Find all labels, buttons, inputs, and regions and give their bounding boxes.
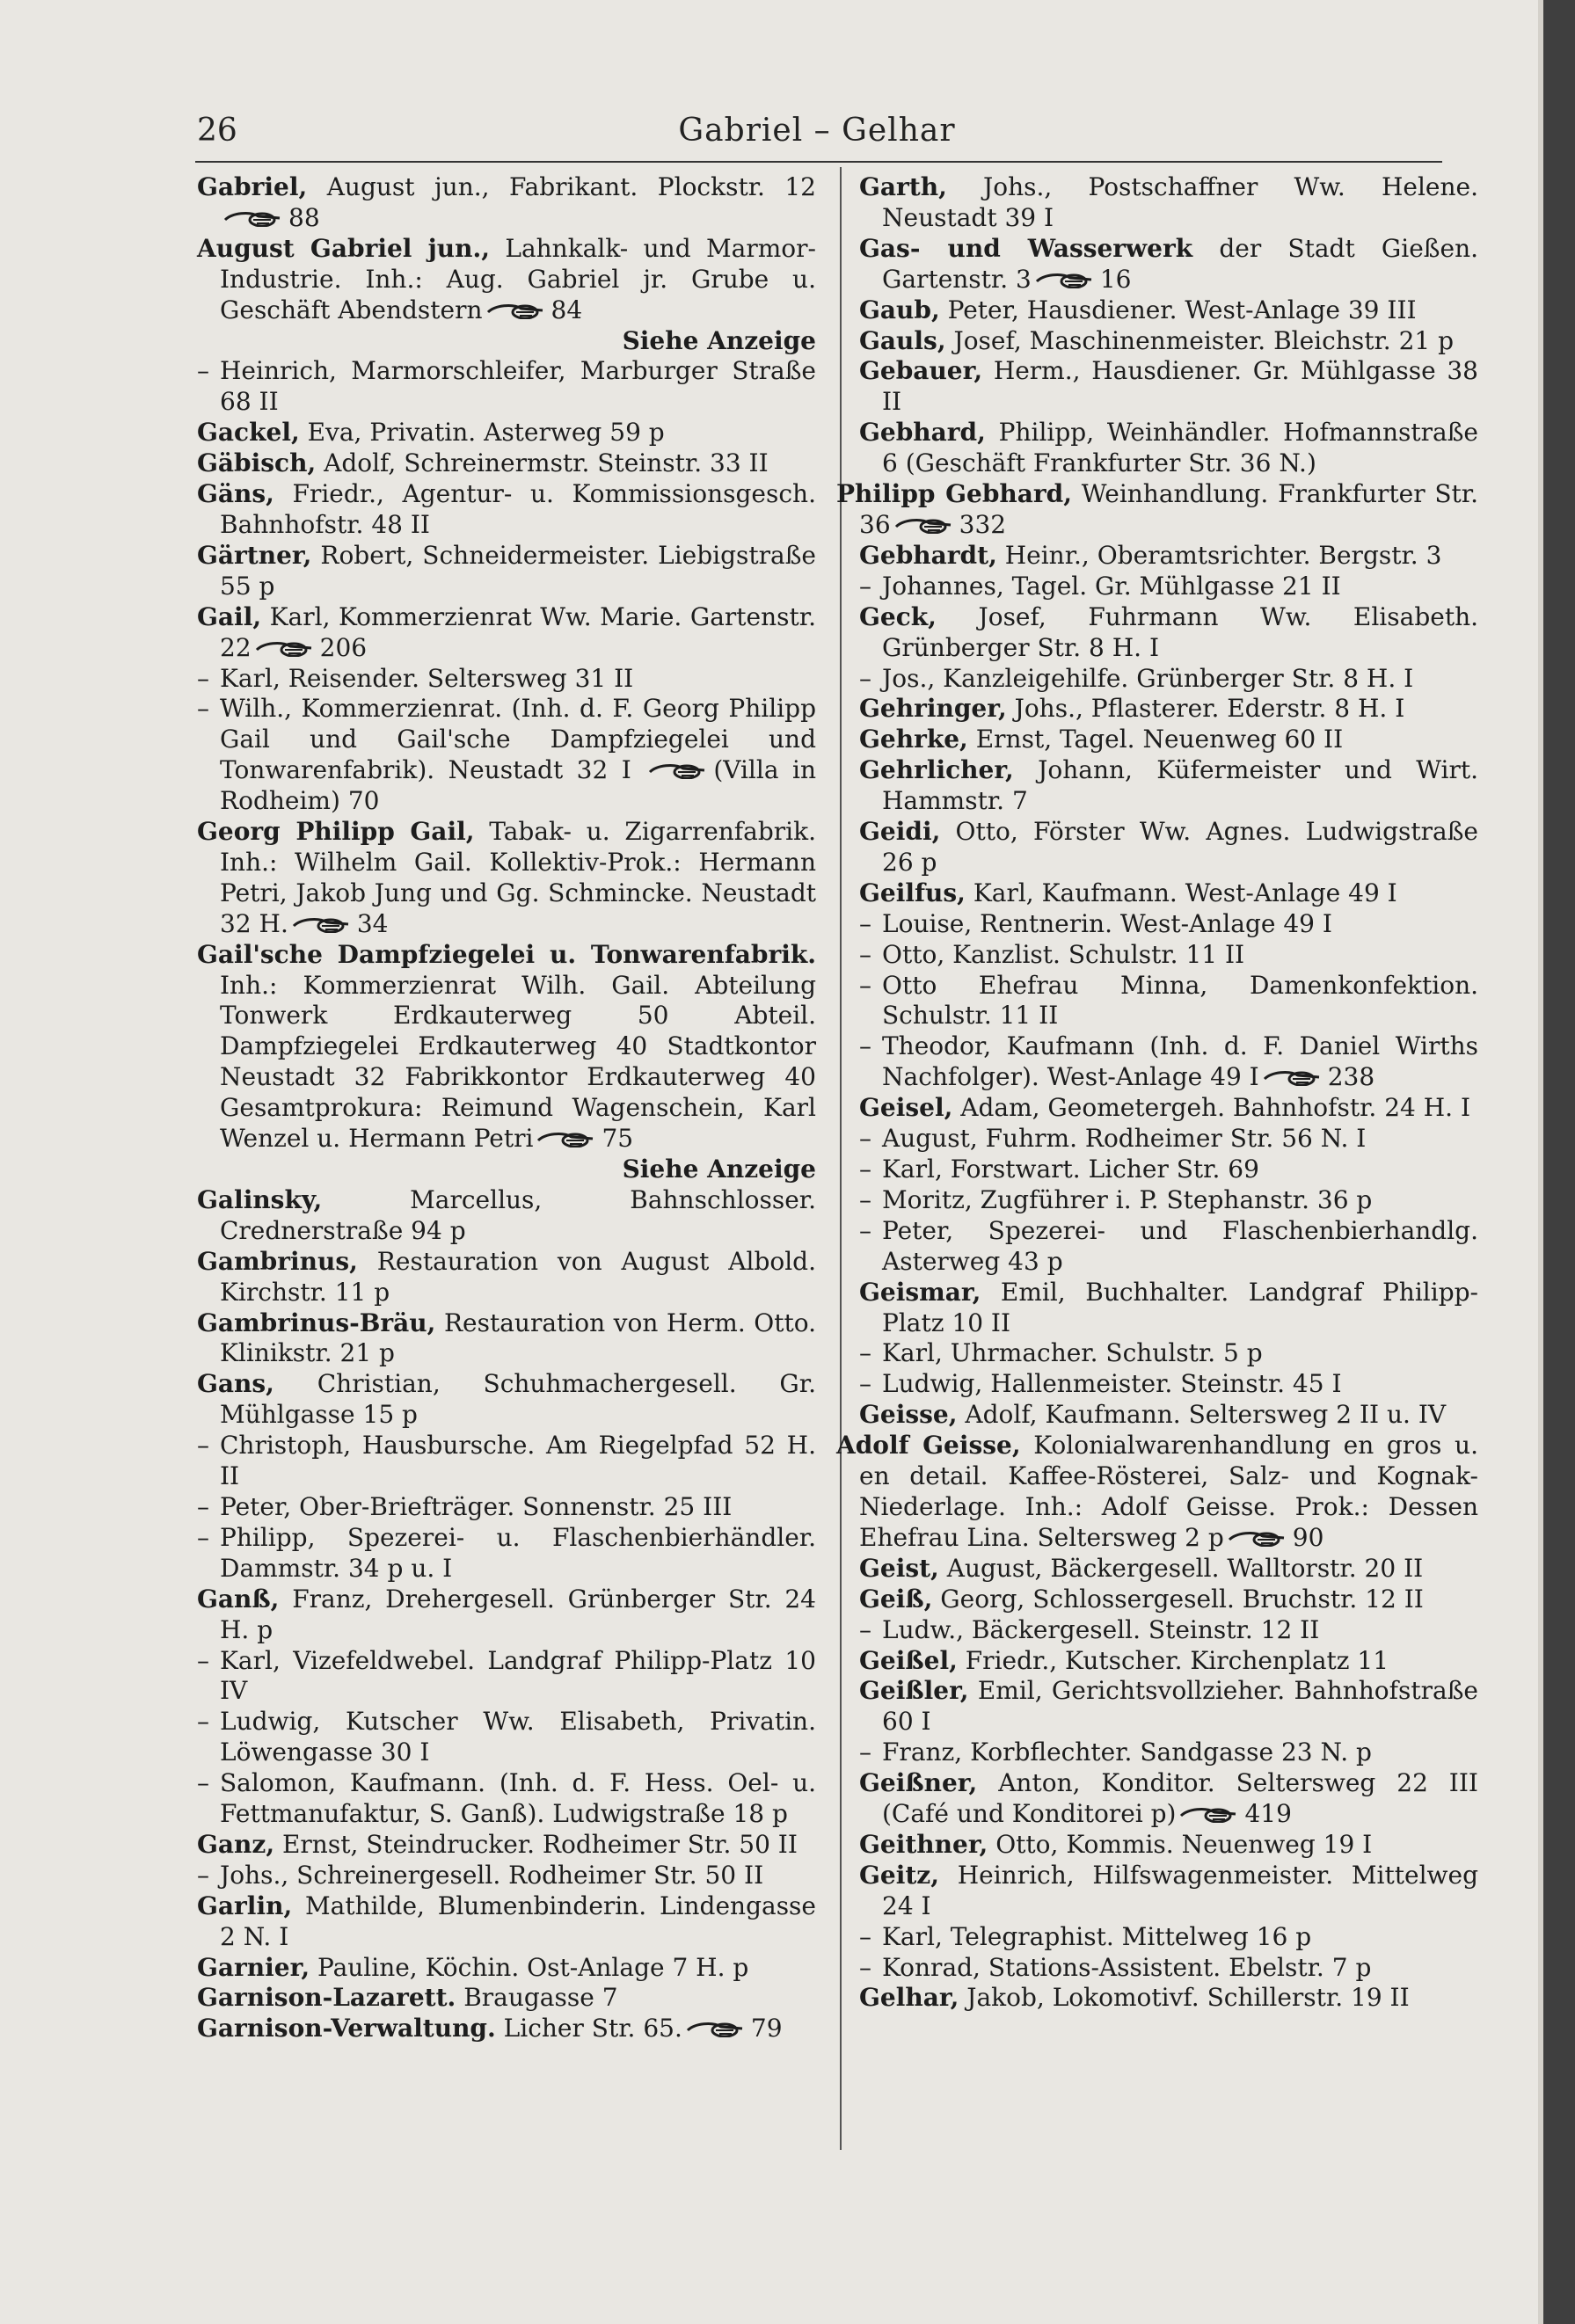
see-advertisement-note: Siehe Anzeige bbox=[622, 1155, 816, 1184]
directory-entry bbox=[859, 909, 1478, 940]
entry-details: Moritz, Zugführer i. P. Stephanstr. 36 p bbox=[882, 1184, 1373, 1214]
directory-entry bbox=[859, 1216, 1478, 1278]
entry-name: Gebhardt, bbox=[859, 540, 997, 570]
phone-number: 79 bbox=[750, 2014, 783, 2044]
directory-entry bbox=[859, 1738, 1478, 1768]
directory-entry bbox=[859, 572, 1478, 602]
entry-details: Johs., Schreinergesell. Rodheimer Str. 50 II bbox=[220, 1860, 764, 1890]
entry-name: Gauls, bbox=[859, 325, 946, 355]
sub-entry-dash: – bbox=[859, 571, 871, 601]
directory-entry bbox=[859, 1646, 1478, 1677]
directory-entry bbox=[859, 326, 1478, 357]
directory-entry bbox=[197, 1830, 816, 1861]
entry-name: Gambrinus-Bräu, bbox=[197, 1308, 436, 1337]
directory-entry bbox=[197, 234, 816, 357]
directory-entry bbox=[859, 694, 1478, 725]
entry-details: Wilh., Kommerzienrat. (Inh. d. F. Georg Philipp Gail und Gail'sche Dampfziegelei und Tonwarenfabrik). Neustadt 32 I bbox=[220, 694, 816, 785]
phone-number: 84 bbox=[551, 295, 583, 324]
sub-entry-dash: – bbox=[859, 1124, 871, 1154]
directory-entry bbox=[859, 1585, 1478, 1615]
directory-entry bbox=[859, 172, 1478, 234]
directory-entry bbox=[859, 1031, 1478, 1093]
page-number: 26 bbox=[197, 113, 237, 149]
sub-entry-dash: – bbox=[197, 1768, 209, 1798]
right-column bbox=[836, 172, 1479, 2014]
directory-entry bbox=[197, 1585, 816, 1646]
telephone-icon bbox=[255, 639, 315, 657]
telephone-icon bbox=[486, 302, 546, 319]
directory-entry bbox=[859, 295, 1478, 326]
sub-entry-dash: – bbox=[859, 1184, 871, 1214]
entry-name: Gäbisch, bbox=[197, 448, 317, 478]
telephone-icon bbox=[1179, 1805, 1239, 1823]
directory-entry bbox=[859, 1185, 1478, 1216]
entry-details: Christian, Schuhmachergesell. Gr. Mühlgasse 15 p bbox=[220, 1369, 817, 1430]
entry-details: Franz, Drehergesell. Grünberger Str. 24 H. p bbox=[220, 1584, 816, 1644]
entry-details: Adolf, Kaufmann. Seltersweg 2 II u. IV bbox=[965, 1400, 1447, 1430]
sub-entry-dash: – bbox=[197, 1491, 209, 1521]
entry-name: Adolf Geisse, bbox=[836, 1431, 1021, 1461]
directory-entry bbox=[859, 1338, 1478, 1369]
sub-entry-dash: – bbox=[197, 694, 209, 724]
directory-entry bbox=[859, 1155, 1478, 1185]
entry-details: Braugasse 7 bbox=[463, 1983, 618, 2013]
entry-details: Karl, Forstwart. Licher Str. 69 bbox=[882, 1155, 1259, 1184]
entry-details: Ludwig, Kutscher Ww. Elisabeth, Privatin. Löwengasse 30 I bbox=[220, 1707, 816, 1767]
entry-details: Ludwig, Hallenmeister. Steinstr. 45 I bbox=[882, 1369, 1342, 1399]
directory-entry bbox=[197, 1768, 816, 1830]
entry-details: Franz, Korbflechter. Sandgasse 23 N. p bbox=[882, 1738, 1372, 1767]
directory-entry bbox=[197, 1308, 816, 1370]
entry-details: Jos., Kanzleigehilfe. Grünberger Str. 8 H. I bbox=[882, 663, 1414, 693]
directory-entry bbox=[197, 1707, 816, 1768]
directory-entry bbox=[197, 1185, 816, 1247]
directory-entry bbox=[197, 664, 816, 695]
header-rule bbox=[195, 161, 1442, 163]
sub-entry-dash: – bbox=[859, 1952, 871, 1982]
directory-entry bbox=[197, 541, 816, 602]
telephone-icon bbox=[292, 915, 352, 933]
directory-entry bbox=[197, 602, 816, 664]
sub-entry-dash: – bbox=[197, 356, 209, 386]
directory-entry bbox=[859, 1983, 1478, 2014]
directory-entry bbox=[197, 479, 816, 541]
entry-details: Josef, Maschinenmeister. Bleichstr. 21 p bbox=[953, 325, 1455, 355]
entry-details: Adolf, Schreinermstr. Steinstr. 33 II bbox=[324, 448, 769, 478]
entry-details: Theodor, Kaufmann (Inh. d. F. Daniel Wirths Nachfolger). West-Anlage 49 I bbox=[882, 1031, 1478, 1092]
telephone-icon bbox=[1228, 1529, 1287, 1547]
sub-entry-dash: – bbox=[859, 1614, 871, 1644]
entry-name: Gambrinus, bbox=[197, 1246, 358, 1276]
entry-details: Lahnkalk- und Marmor-Industrie. Inh.: Aug. Gabriel jr. Grube u. Geschäft Abendstern bbox=[220, 233, 817, 324]
directory-entry bbox=[859, 971, 1478, 1032]
telephone-icon bbox=[223, 209, 283, 227]
entry-details: Weinhandlung. Frankfurter Str. 36 bbox=[859, 479, 1478, 539]
sub-entry-dash: – bbox=[859, 1738, 871, 1767]
directory-entry bbox=[859, 1768, 1478, 1830]
directory-entry bbox=[197, 694, 816, 817]
entry-name: Geilfus, bbox=[859, 878, 966, 907]
entry-details: Eva, Privatin. Asterweg 59 p bbox=[307, 418, 665, 448]
entry-details: Peter, Spezerei- und Flaschenbierhandlg. Asterweg 43 p bbox=[882, 1215, 1478, 1276]
directory-entry bbox=[197, 1891, 816, 1953]
entry-name: Gehringer, bbox=[859, 694, 1007, 724]
sub-entry-dash: – bbox=[859, 908, 871, 938]
entry-details: Marcellus, Bahnschlosser. Crednerstraße 94 p bbox=[220, 1184, 816, 1245]
entry-details: August jun., Fabrikant. Plockstr. 12 bbox=[326, 172, 817, 201]
directory-entry bbox=[859, 1369, 1478, 1400]
phone-number: 75 bbox=[602, 1124, 634, 1154]
sub-entry-dash: – bbox=[859, 1031, 871, 1061]
directory-entry bbox=[859, 356, 1478, 418]
entry-name: Gans, bbox=[197, 1369, 274, 1399]
entry-name: Geitz, bbox=[859, 1860, 939, 1890]
entry-name: Ganß, bbox=[197, 1584, 280, 1614]
entry-details: Licher Str. 65. bbox=[503, 2014, 682, 2044]
entry-details: August, Fuhrm. Rodheimer Str. 56 N. I bbox=[882, 1124, 1367, 1154]
entry-details: Otto, Förster Ww. Agnes. Ludwigstraße 26 p bbox=[882, 817, 1479, 877]
directory-entry bbox=[859, 541, 1478, 572]
entry-name: Gas- und Wasserwerk bbox=[859, 233, 1193, 263]
directory-entry bbox=[197, 1523, 816, 1585]
entry-name: Geismar, bbox=[859, 1277, 981, 1307]
sub-entry-dash: – bbox=[197, 1707, 209, 1737]
entry-details: Otto, Kanzlist. Schulstr. 11 II bbox=[882, 939, 1245, 969]
entry-details: Josef, Fuhrmann Ww. Elisabeth. Grünberger Str. 8 H. I bbox=[882, 601, 1478, 662]
entry-details: Pauline, Köchin. Ost-Anlage 7 H. p bbox=[317, 1952, 749, 1982]
entry-details: Emil, Gerichtsvollzieher. Bahnhofstraße 60 I bbox=[882, 1676, 1478, 1737]
entry-details: Peter, Hausdiener. West-Anlage 39 III bbox=[947, 295, 1417, 324]
entry-name: Geißel, bbox=[859, 1645, 958, 1675]
entry-details: Karl, Telegraphist. Mittelweg 16 p bbox=[882, 1921, 1312, 1951]
entry-name: Gebauer, bbox=[859, 356, 983, 386]
entry-name: August Gabriel jun., bbox=[197, 233, 490, 263]
entry-details: Heinrich, Hilfswagenmeister. Mittelweg 24 I bbox=[882, 1860, 1478, 1920]
sub-entry-dash: – bbox=[197, 1431, 209, 1461]
entry-name: Geißler, bbox=[859, 1676, 969, 1706]
directory-entry bbox=[859, 755, 1478, 817]
directory-entry bbox=[836, 479, 1478, 541]
directory-entry bbox=[859, 817, 1478, 878]
entry-details: Karl, Kaufmann. West-Anlage 49 I bbox=[973, 878, 1397, 907]
entry-name: Garth, bbox=[859, 172, 947, 201]
phone-number: 419 bbox=[1244, 1799, 1292, 1829]
entry-details: der Stadt Gießen. Gartenstr. 3 bbox=[882, 233, 1479, 294]
entry-name: Gabriel, bbox=[197, 172, 308, 201]
entry-details: Friedr., Agentur- u. Kommissionsgesch. Bahnhofstr. 48 II bbox=[220, 479, 816, 539]
telephone-icon bbox=[686, 2020, 746, 2037]
entry-details: Johs., Pflasterer. Ederstr. 8 H. I bbox=[1014, 694, 1405, 724]
column-divider bbox=[840, 167, 842, 2150]
directory-entry bbox=[197, 1431, 816, 1492]
entry-details: Georg, Schlossergesell. Bruchstr. 12 II bbox=[940, 1584, 1424, 1614]
telephone-icon bbox=[1263, 1068, 1323, 1086]
directory-entry bbox=[197, 1646, 816, 1708]
entry-details: August, Bäckergesell. Walltorstr. 20 II bbox=[946, 1553, 1424, 1583]
sub-entry-dash: – bbox=[859, 939, 871, 969]
entry-details: Heinr., Oberamtsrichter. Bergstr. 3 bbox=[1004, 540, 1442, 570]
directory-entry bbox=[859, 1554, 1478, 1585]
entry-note: (Villa in Rodheim) bbox=[220, 755, 816, 816]
entry-details: Jakob, Lokomotivf. Schillerstr. 19 II bbox=[966, 1983, 1410, 2013]
directory-entry bbox=[197, 448, 816, 479]
left-column bbox=[197, 172, 816, 2044]
directory-entry bbox=[197, 1861, 816, 1891]
directory-entry bbox=[859, 1400, 1478, 1431]
sub-entry-dash: – bbox=[859, 1338, 871, 1368]
entry-details: Kolonialwarenhandlung en gros u. en detail. Kaffee-Rösterei, Salz- und Kognak-Niederlage. Inh.: Adolf Geisse. Prok.: Dessen Ehefrau Lina. Seltersweg 2 p bbox=[859, 1431, 1478, 1552]
directory-entry bbox=[859, 1093, 1478, 1124]
phone-number: 34 bbox=[356, 908, 389, 938]
entry-details: Inh.: Kommerzienrat Wilh. Gail. Abteilung Tonwerk Erdkauterweg 50 Abteil. Dampfziegelei Erdkauterweg 40 Stadtkontor Neustadt 32 Fabrikkontor Erdkauterweg 40 Gesamtprokura: Reimund Wagenschein, Karl Wenzel u. Hermann Petri bbox=[220, 970, 816, 1154]
entry-name: Gebhard, bbox=[859, 418, 986, 448]
entry-details: Anton, Konditor. Seltersweg 22 III (Café und Konditorei p) bbox=[882, 1768, 1478, 1829]
sub-entry-dash: – bbox=[859, 970, 871, 1000]
sub-entry-dash: – bbox=[197, 1522, 209, 1552]
entry-name: Galinsky, bbox=[197, 1184, 323, 1214]
directory-entry bbox=[197, 1247, 816, 1308]
directory-entry bbox=[859, 1615, 1478, 1646]
directory-entry bbox=[859, 1278, 1478, 1339]
entry-details: Christoph, Hausbursche. Am Riegelpfad 52 H. II bbox=[220, 1431, 816, 1491]
entry-name: Georg Philipp Gail, bbox=[197, 817, 475, 847]
entry-name: Geißner, bbox=[859, 1768, 978, 1798]
directory-entry bbox=[197, 418, 816, 448]
directory-entry bbox=[197, 817, 816, 940]
page-header bbox=[197, 107, 1437, 160]
directory-entry bbox=[197, 940, 816, 1185]
entry-details: Mathilde, Blumenbinderin. Lindengasse 2 N. I bbox=[220, 1891, 816, 1951]
entry-name: Geck, bbox=[859, 601, 937, 631]
entry-name: Garnison-Lazarett. bbox=[197, 1983, 456, 2013]
entry-name: Geithner, bbox=[859, 1829, 988, 1859]
entry-name: Garlin, bbox=[197, 1891, 293, 1920]
directory-entry bbox=[197, 2014, 816, 2044]
entry-details: Philipp, Weinhändler. Hofmannstraße 6 (Geschäft Frankfurter Str. 36 N.) bbox=[882, 418, 1478, 478]
directory-entry bbox=[836, 1431, 1478, 1554]
entry-details: Johannes, Tagel. Gr. Mühlgasse 21 II bbox=[882, 571, 1341, 601]
sub-entry-dash: – bbox=[197, 1860, 209, 1890]
directory-entry bbox=[859, 1922, 1478, 1953]
directory-entry bbox=[197, 1983, 816, 2014]
entry-details: Karl, Reisender. Seltersweg 31 II bbox=[220, 663, 634, 693]
entry-name: Garnier, bbox=[197, 1952, 310, 1982]
entry-name: Gaub, bbox=[859, 295, 940, 324]
phone-number: 90 bbox=[1292, 1522, 1324, 1552]
entry-name: Gail'sche Dampfziegelei u. Tonwarenfabrik. bbox=[197, 939, 816, 969]
sub-entry-dash: – bbox=[859, 1921, 871, 1951]
entry-name: Gäns, bbox=[197, 479, 274, 509]
entry-name: Gail, bbox=[197, 601, 262, 631]
directory-entry bbox=[859, 418, 1478, 479]
entry-details: Restauration von August Albold. Kirchstr. 11 p bbox=[220, 1246, 816, 1307]
entry-details: Johann, Küfermeister und Wirt. Hammstr. 7 bbox=[882, 755, 1478, 816]
phone-number: 238 bbox=[1327, 1062, 1375, 1092]
phone-number: 206 bbox=[319, 632, 368, 662]
phone-number: 332 bbox=[959, 509, 1007, 539]
entry-details: Otto, Kommis. Neuenweg 19 I bbox=[995, 1829, 1373, 1859]
entry-details: Restauration von Herm. Otto. Klinikstr. 21 p bbox=[220, 1308, 817, 1368]
entry-details: Konrad, Stations-Assistent. Ebelstr. 7 p bbox=[882, 1952, 1372, 1982]
entry-details: Johs., Postschaffner Ww. Helene. Neustadt 39 I bbox=[882, 172, 1478, 232]
directory-entry bbox=[859, 664, 1478, 695]
directory-entry bbox=[197, 1492, 816, 1523]
entry-details: Karl, Vizefeldwebel. Landgraf Philipp-Platz 10 IV bbox=[220, 1645, 816, 1706]
entry-details: Ernst, Tagel. Neuenweg 60 II bbox=[975, 725, 1344, 754]
entry-name: Geisse, bbox=[859, 1400, 958, 1430]
directory-entry bbox=[859, 725, 1478, 755]
directory-entry bbox=[859, 1124, 1478, 1155]
telephone-icon bbox=[648, 761, 708, 779]
entry-name: Geist, bbox=[859, 1553, 939, 1583]
entry-details: Adam, Geometergeh. Bahnhofstr. 24 H. I bbox=[960, 1093, 1471, 1123]
directory-entry bbox=[859, 878, 1478, 909]
entry-name: Geisel, bbox=[859, 1093, 953, 1123]
directory-entry bbox=[197, 1369, 816, 1431]
sub-entry-dash: – bbox=[197, 663, 209, 693]
directory-entry bbox=[859, 1861, 1478, 1922]
entry-name: Gehrke, bbox=[859, 725, 968, 754]
sub-entry-dash: – bbox=[859, 663, 871, 693]
directory-entry bbox=[197, 356, 816, 418]
entry-details: Karl, Kommerzienrat Ww. Marie. Gartenstr. 22 bbox=[220, 601, 816, 662]
directory-entry bbox=[197, 1953, 816, 1984]
phone-number: 16 bbox=[1099, 264, 1132, 294]
page-title: Gabriel – Gelhar bbox=[678, 113, 956, 149]
directory-entry bbox=[859, 602, 1478, 664]
entry-details: Louise, Rentnerin. West-Anlage 49 I bbox=[882, 908, 1332, 938]
entry-name: Gärtner, bbox=[197, 540, 312, 570]
directory-entry bbox=[859, 234, 1478, 295]
see-advertisement-note: Siehe Anzeige bbox=[622, 325, 816, 355]
sub-entry-dash: – bbox=[859, 1155, 871, 1184]
entry-details: Karl, Uhrmacher. Schulstr. 5 p bbox=[882, 1338, 1263, 1368]
telephone-icon bbox=[536, 1130, 596, 1147]
entry-name: Gelhar, bbox=[859, 1983, 959, 2013]
entry-name: Geiß, bbox=[859, 1584, 933, 1614]
directory-entry bbox=[197, 172, 816, 234]
directory-entry bbox=[859, 940, 1478, 971]
directory-entry bbox=[859, 1830, 1478, 1861]
directory-entry bbox=[859, 1676, 1478, 1738]
entry-details: Ernst, Steindrucker. Rodheimer Str. 50 II bbox=[281, 1829, 798, 1859]
entry-details: Emil, Buchhalter. Landgraf Philipp-Platz 10 II bbox=[882, 1277, 1478, 1337]
telephone-icon bbox=[894, 516, 954, 534]
entry-name: Gehrlicher, bbox=[859, 755, 1014, 785]
entry-details: Friedr., Kutscher. Kirchenplatz 11 bbox=[965, 1645, 1389, 1675]
entry-details: Ludw., Bäckergesell. Steinstr. 12 II bbox=[882, 1614, 1320, 1644]
entry-details: Tabak- u. Zigarrenfabrik. Inh.: Wilhelm Gail. Kollektiv-Prok.: Hermann Petri, Jakob Jung und Gg. Schmincke. Neustadt 32 H. bbox=[220, 817, 816, 938]
entry-details: Heinrich, Marmorschleifer, Marburger Straße 68 II bbox=[220, 356, 816, 417]
phone-number: 88 bbox=[288, 202, 320, 232]
sub-entry-dash: – bbox=[859, 1215, 871, 1245]
directory-entry bbox=[859, 1953, 1478, 1984]
phone-number: 70 bbox=[347, 786, 380, 816]
telephone-icon bbox=[1035, 271, 1095, 288]
entry-name: Philipp Gebhard, bbox=[836, 479, 1072, 509]
entry-details: Robert, Schneidermeister. Liebigstraße 55 p bbox=[220, 540, 816, 601]
entry-details: Salomon, Kaufmann. (Inh. d. F. Hess. Oel- u. Fettmanufaktur, S. Ganß). Ludwigstraße 18 p bbox=[220, 1768, 816, 1829]
sub-entry-dash: – bbox=[859, 1369, 871, 1399]
entry-name: Garnison-Verwaltung. bbox=[197, 2014, 496, 2044]
entry-details: Herm., Hausdiener. Gr. Mühlgasse 38 II bbox=[882, 356, 1478, 417]
sub-entry-dash: – bbox=[197, 1645, 209, 1675]
entry-name: Gackel, bbox=[197, 418, 300, 448]
entry-details: Peter, Ober-Briefträger. Sonnenstr. 25 III bbox=[220, 1491, 733, 1521]
entry-details: Philipp, Spezerei- u. Flaschenbierhändler. Dammstr. 34 p u. I bbox=[220, 1522, 816, 1583]
entry-name: Geidi, bbox=[859, 817, 941, 847]
entry-name: Ganz, bbox=[197, 1829, 275, 1859]
entry-details: Otto Ehefrau Minna, Damenkonfektion. Schulstr. 11 II bbox=[882, 970, 1478, 1031]
